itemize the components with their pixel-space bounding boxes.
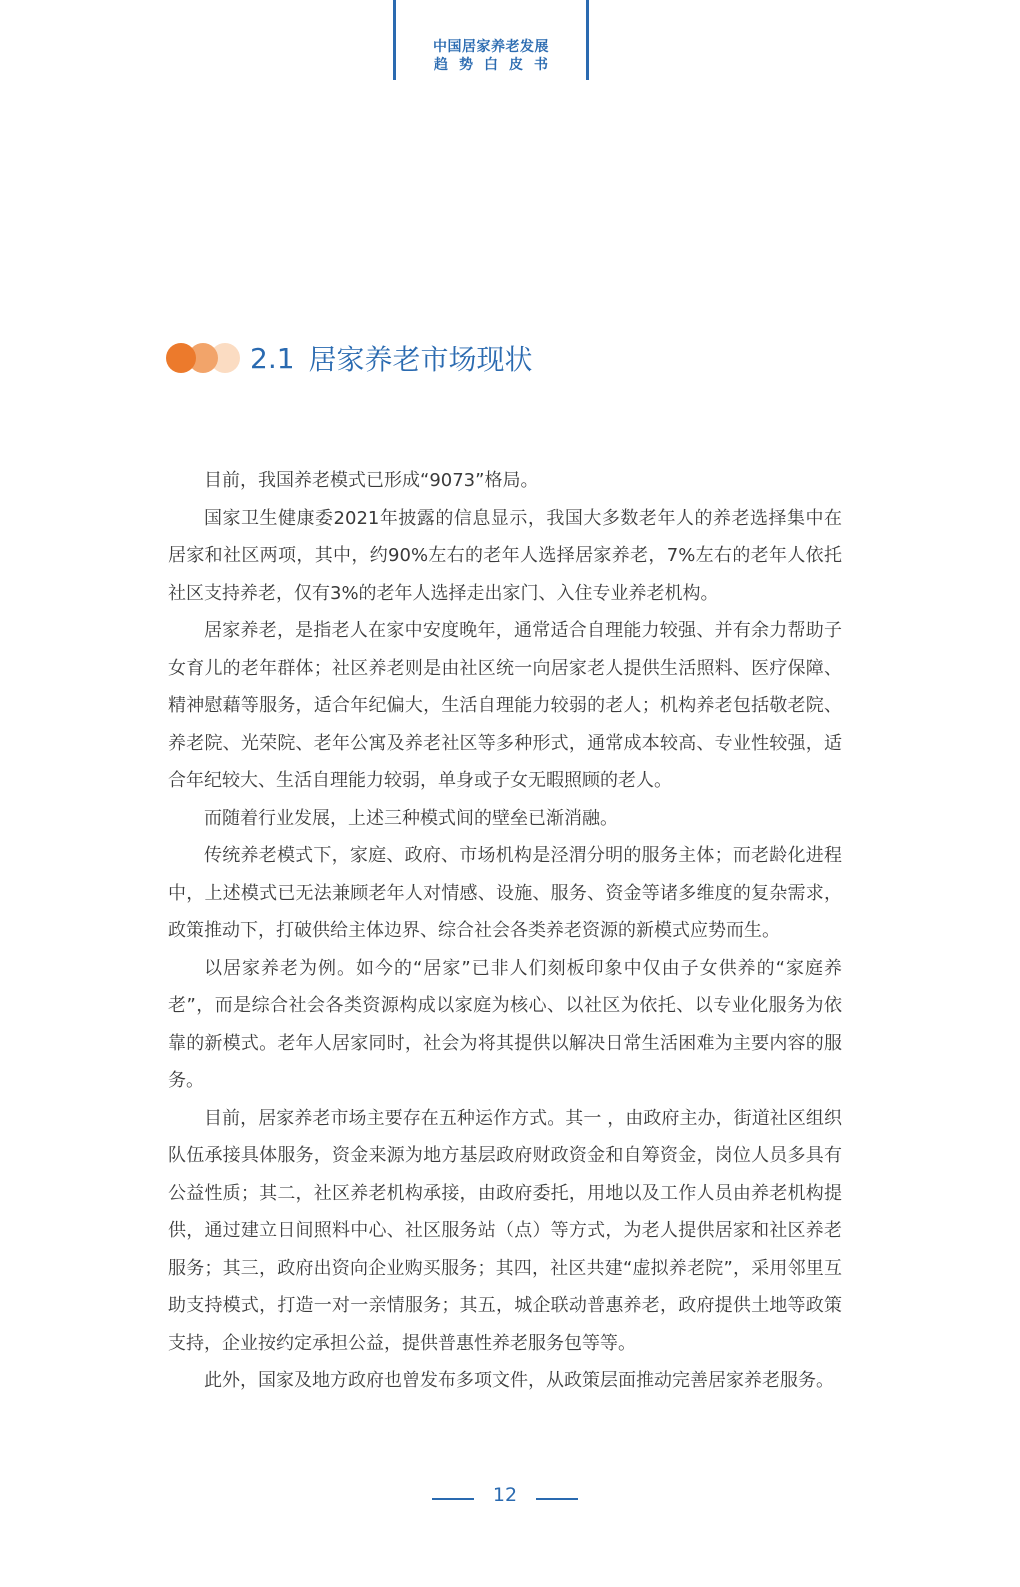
paragraph: 居家养老，是指老人在家中安度晚年，通常适合自理能力较强、并有余力帮助子女育儿的老年群体；社区养老则是由社区统一向居家老人提供生活照料、医疗保障、精神慰藉等服务，适合年纪偏大，生活自理能力较弱的老人；机构养老包括敬老院、养老院、光荣院、老年公寓及养老社区等多种形式，通常成本较高、专业性较强，适合年纪较大、生活自理能力较弱，单身或子女无暇照顾的老人。 (168, 620, 842, 791)
header-tab (393, 0, 589, 80)
paragraph: 此外，国家及地方政府也曾发布多项文件，从政策层面推动完善居家养老服务。 (204, 1370, 834, 1391)
heading-dots-icon (166, 342, 244, 374)
paragraph: 目前，我国养老模式已形成“9073”格局。 (204, 470, 539, 491)
footer-divider-right (536, 1498, 578, 1500)
header-title: 中国居家养老发展 (433, 39, 549, 55)
paragraph: 而随着行业发展，上述三种模式间的壁垒已渐消融。 (204, 807, 618, 829)
footer-divider-left (432, 1498, 474, 1500)
section-heading (166, 336, 533, 380)
header-subtitle: 趋势白皮书 (434, 57, 559, 73)
paragraph: 目前，居家养老市场主要存在五种运作方式。其一 ，由政府主办，街道社区组织队伍承接具体服务，资金来源为地方基层政府财政资金和自筹资金，岗位人员多具有公益性质；其二，社区养老机构承接，由政府委托，用地以及工作人员由养老机构提供，通过建立日间照料中心、社区服务站（点）等方式，为老人提供居家和社区养老服务；其三，政府出资向企业购买服务；其四，社区共建“虚拟养老院”，采用邻里互助支持模式，打造一对一亲情服务；其五，城企联动普惠养老，政府提供土地等政策支持，企业按约定承担公益，提供普惠性养老服务包等等。 (168, 1107, 842, 1354)
page-footer (0, 1482, 1020, 1514)
body-text (168, 462, 842, 1400)
section-number: 2.1 (250, 341, 295, 375)
paragraph: 国家卫生健康委2021年披露的信息显示，我国大多数老年人的养老选择集中在居家和社区两项，其中，约90%左右的老年人选择居家养老，7%左右的老年人依托社区支持养老，仅有3%的老年人选择走出家门、入住专业养老机构。 (168, 507, 842, 604)
section-title: 居家养老市场现状 (308, 343, 533, 376)
orange-dot-icon (166, 343, 196, 373)
paragraph: 以居家养老为例。如今的“居家”已非人们刻板印象中仅由子女供养的“家庭养老”，而是综合社会各类资源构成以家庭为核心、以社区为依托、以专业化服务为依靠的新模式。老年人居家同时，社会为将其提供以解决日常生活困难为主要内容的服务。 (168, 957, 842, 1091)
paragraph: 传统养老模式下，家庭、政府、市场机构是泾渭分明的服务主体；而老龄化进程中，上述模式已无法兼顾老年人对情感、设施、服务、资金等诸多维度的复杂需求，政策推动下，打破供给主体边界、综合社会各类养老资源的新模式应势而生。 (168, 845, 842, 941)
page-number: 12 (492, 1484, 518, 1506)
